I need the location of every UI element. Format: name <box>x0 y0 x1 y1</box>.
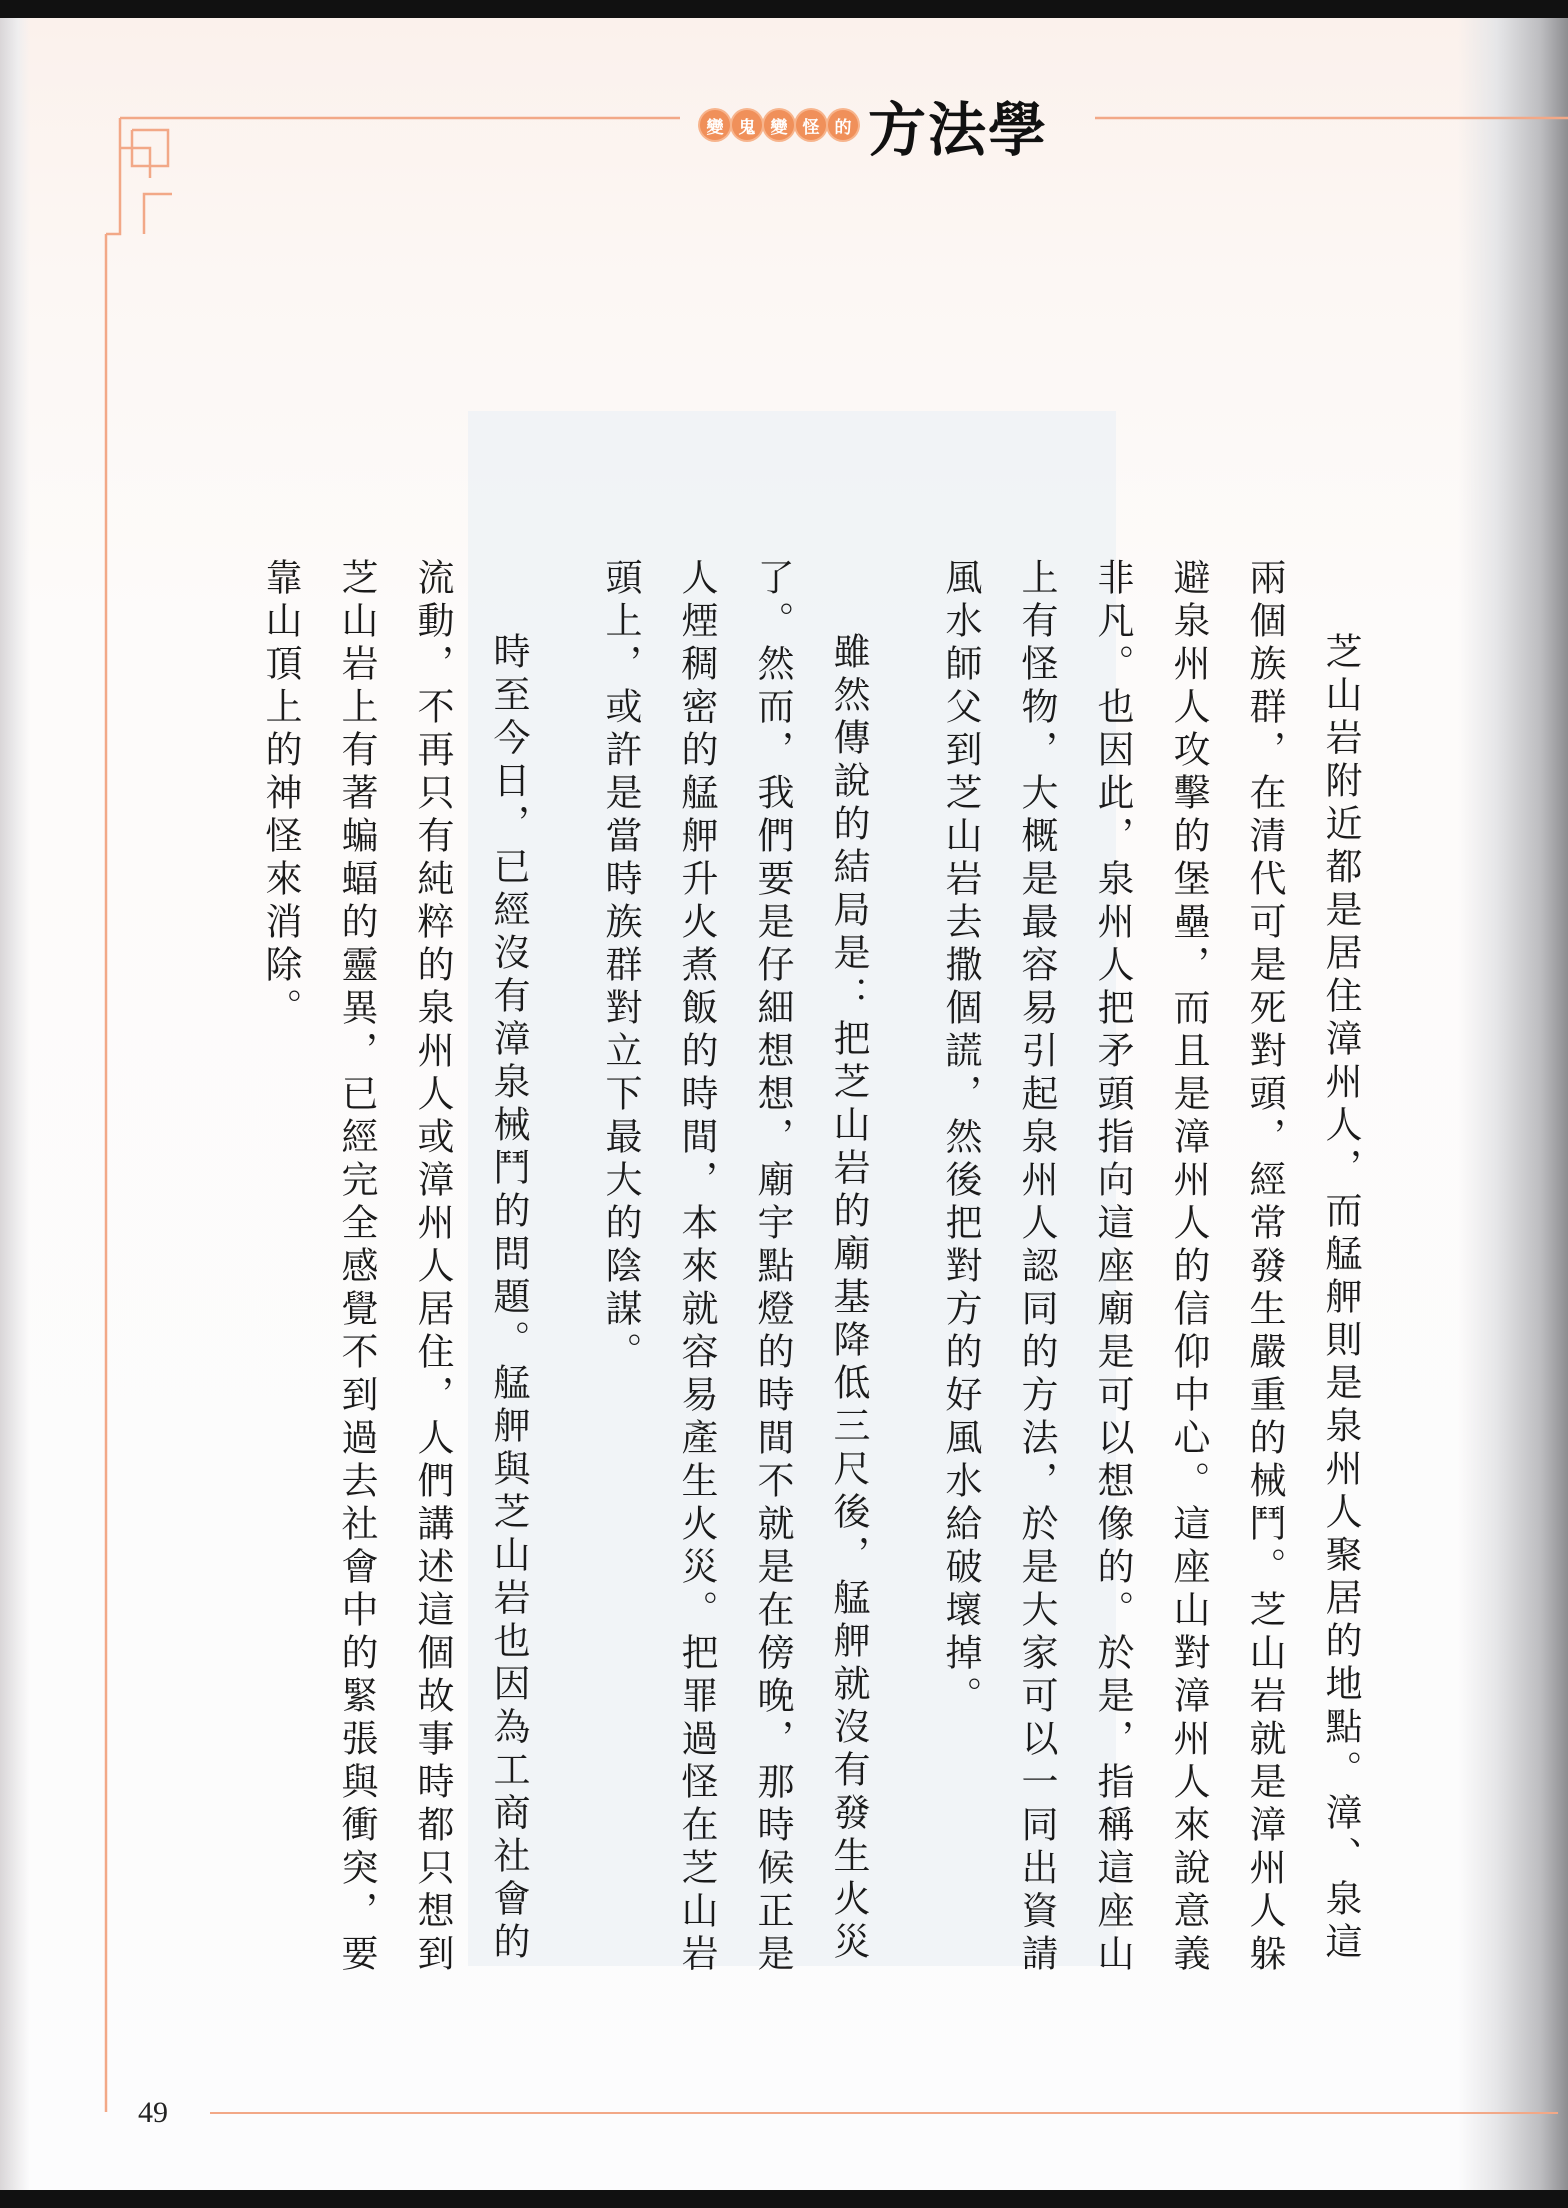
vertical-body-text <box>242 558 1378 1998</box>
header-title: 方法學 <box>868 96 1049 164</box>
header-badge: 鬼 <box>732 110 762 140</box>
paragraph-1: 芝山岩附近都是居住漳州人，而艋舺則是泉州人聚居的地點。漳、泉這兩個族群，在清代可是死對頭，經常發生嚴重的械鬥。芝山岩就是漳州人躲避泉州人攻擊的堡壘，而且是漳州人的信仰中心。這座山對漳州人來說意義非凡。也因此，泉州人把矛頭指向這座廟是可以想像的。於是，指稱這座山上有怪物，大概是最容易引起泉州人認同的方法，於是大家可以一同出資請風水師父到芝山岩去撒個謊，然後把對方的好風水給破壞掉。 <box>939 558 1362 1977</box>
header-badges <box>700 110 858 140</box>
header-badge: 變 <box>700 110 730 140</box>
paragraph-2: 雖然傳說的結局是：把芝山岩的廟基降低三尺後，艋舺就沒有發生火災了。然而，我們要是仔細想想，廟宇點燈的時間不就是在傍晚，那時候正是人煙稠密的艋舺升火煮飯的時間，本來就容易產生火災。把罪過怪在芝山岩頭上，或許是當時族群對立下最大的陰謀。 <box>599 558 870 1977</box>
header-badge: 怪 <box>796 110 826 140</box>
header-badge: 變 <box>764 110 794 140</box>
header-badge: 的 <box>828 110 858 140</box>
paragraph-3: 時至今日，已經沒有漳泉械鬥的問題。艋舺與芝山岩也因為工商社會的流動，不再只有純粹的泉州人或漳州人居住，人們講述這個故事時都只想到芝山岩上有著蝙蝠的靈異，已經完全感覺不到過去社會中的緊張與衝突，要靠山頂上的神怪來消除。 <box>259 558 530 1977</box>
chapter-header <box>700 90 1049 164</box>
footer-rule <box>210 2112 1558 2114</box>
corner-bracket-outer <box>106 118 120 234</box>
page-number: 49 <box>138 2096 168 2129</box>
book-page <box>0 18 1568 2190</box>
